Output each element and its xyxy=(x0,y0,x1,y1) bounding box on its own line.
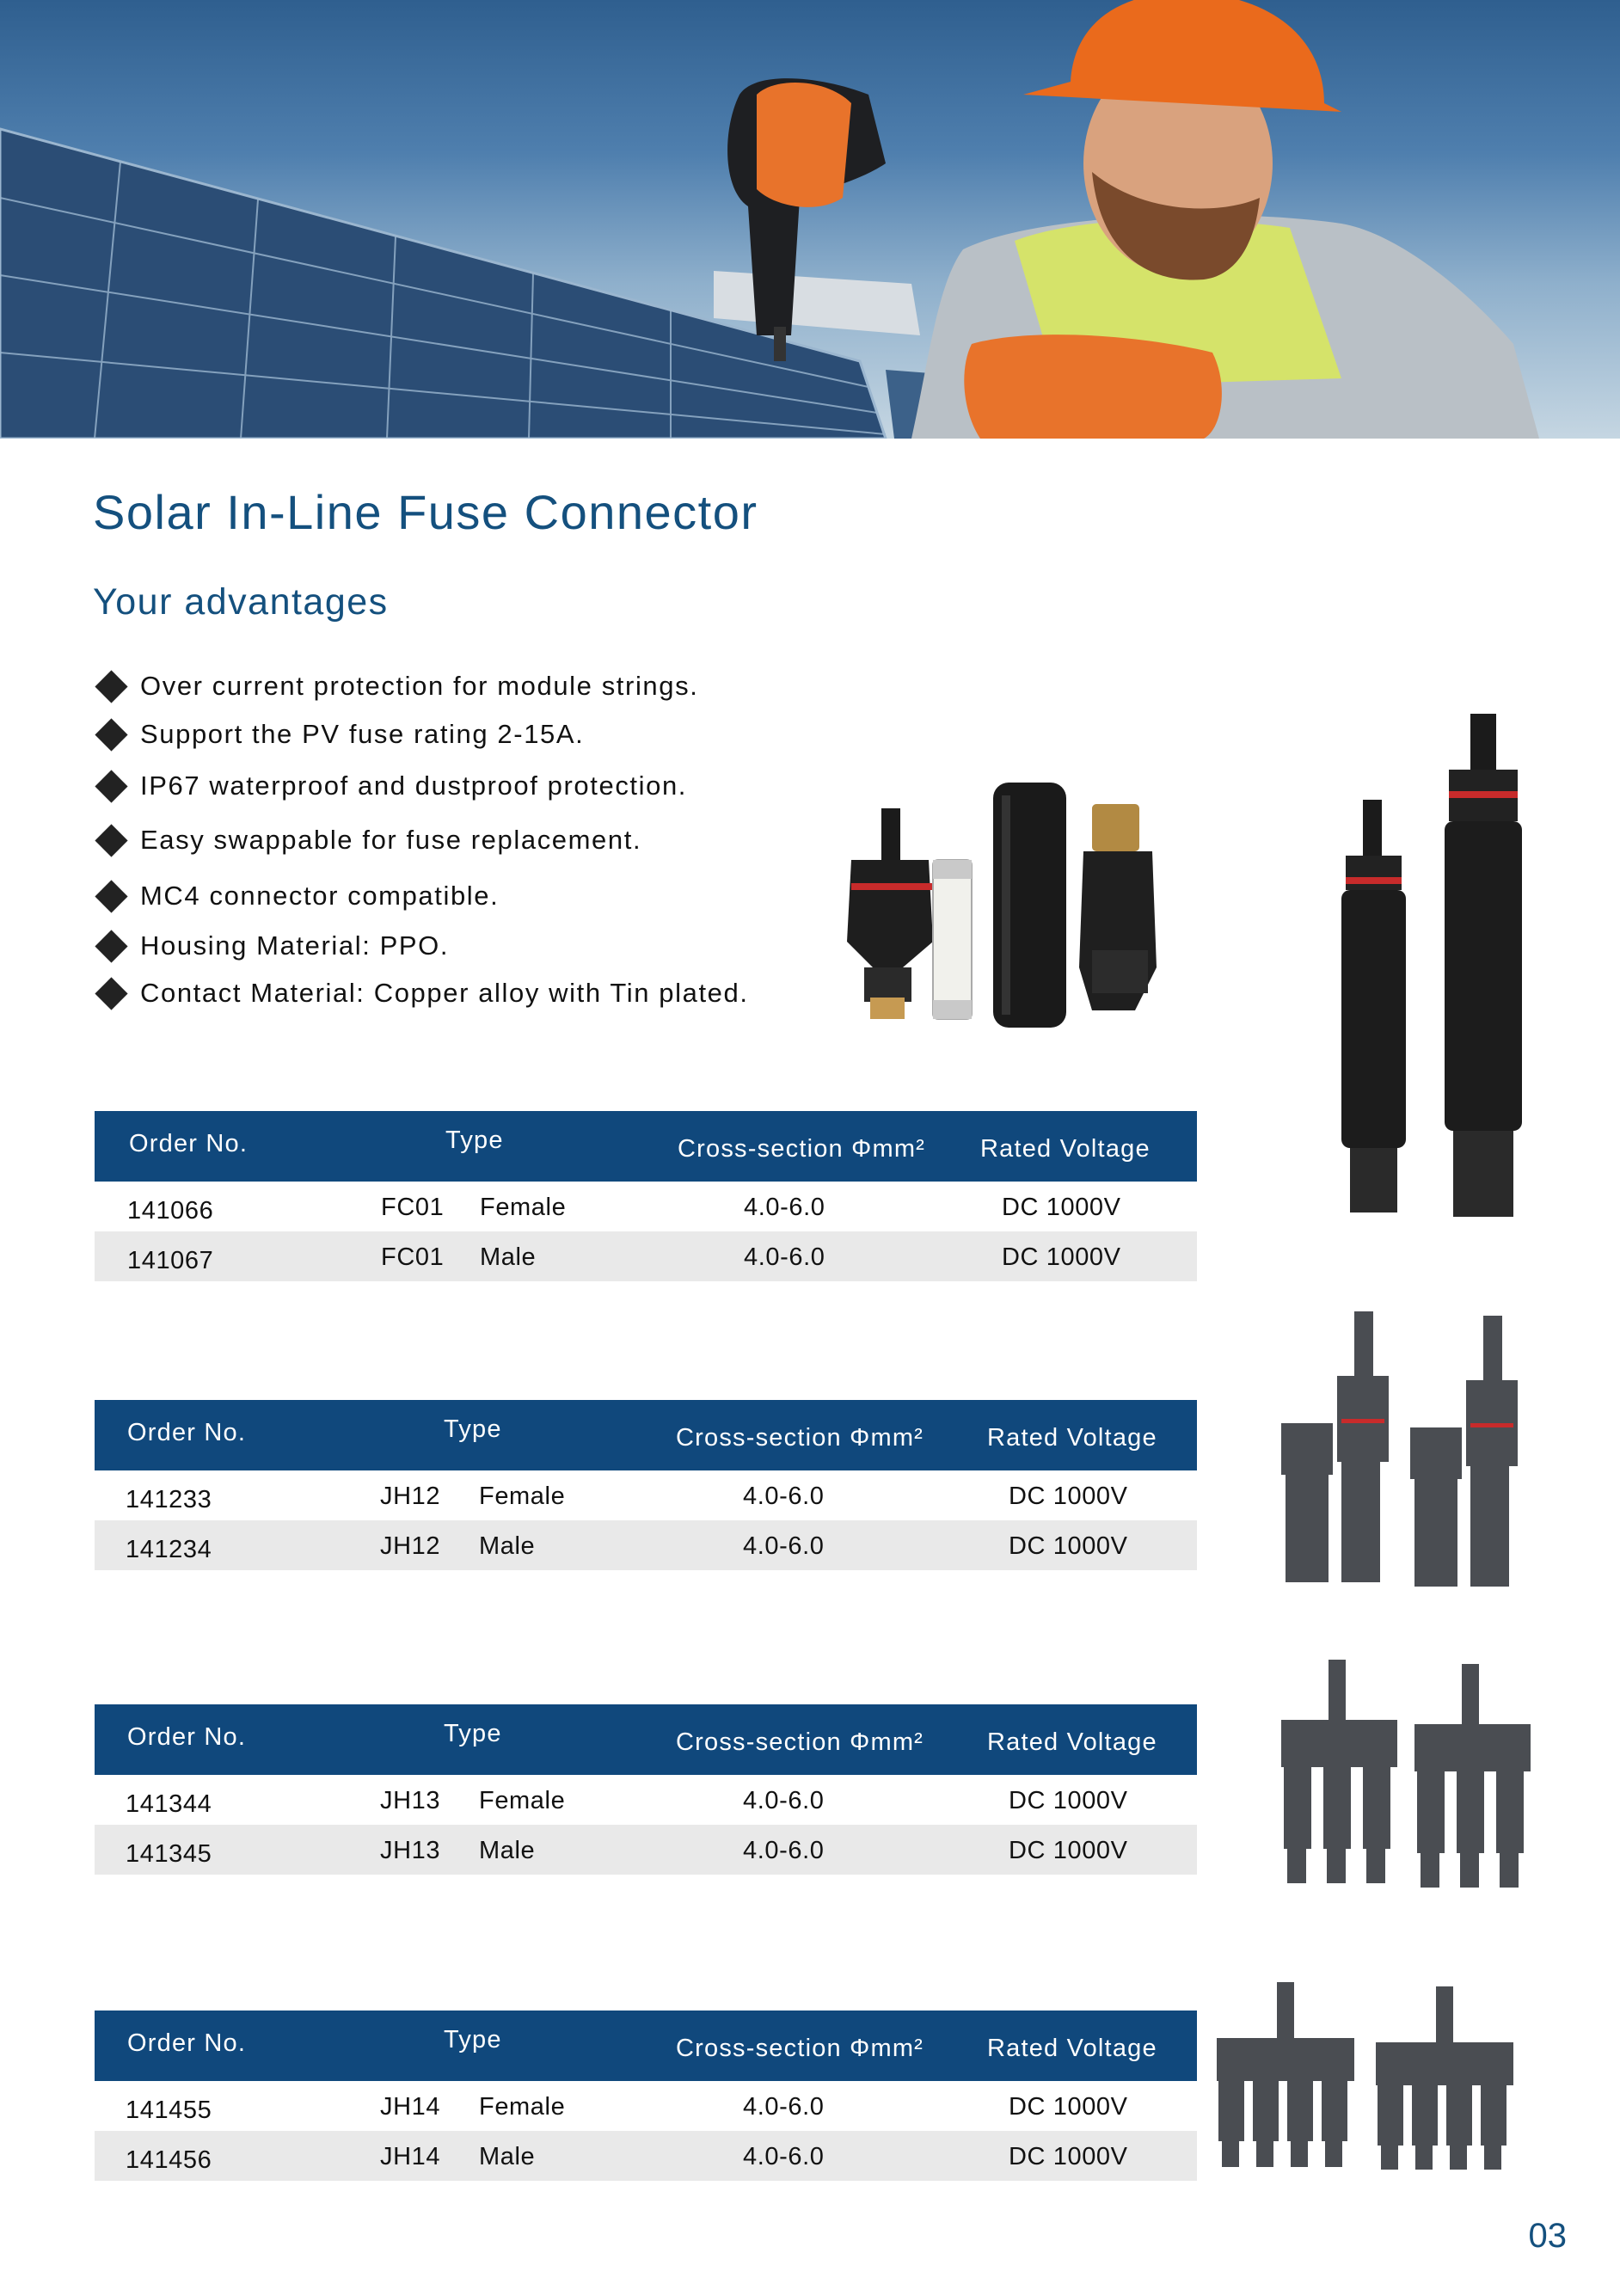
panel-frame xyxy=(714,271,920,335)
header-rated-voltage: Rated Voltage xyxy=(987,2035,1157,2062)
spec-table-jh13 xyxy=(95,1704,1197,1875)
header-cross-section: Cross-section Φmm² xyxy=(678,1135,926,1163)
spec-table-jh12 xyxy=(95,1400,1197,1570)
header-type: Type xyxy=(445,1127,504,1154)
header-rated-voltage: Rated Voltage xyxy=(987,1424,1157,1452)
diamond-bullet-icon xyxy=(95,670,127,703)
header-rated-voltage: Rated Voltage xyxy=(980,1135,1151,1163)
table-row: 141066 FC01 Female 4.0-6.0 DC 1000V xyxy=(127,1194,1121,1225)
table-header xyxy=(95,1704,1197,1775)
table-row: 141345 JH13 Male 4.0-6.0 DC 1000V xyxy=(95,1825,1197,1875)
header-type: Type xyxy=(444,1415,502,1443)
table-header xyxy=(95,1400,1197,1470)
table-row: 141344 JH13 Female 4.0-6.0 DC 1000V xyxy=(126,1787,1128,1818)
hero-photo xyxy=(0,0,1620,439)
table-row: 141455 JH14 Female 4.0-6.0 DC 1000V xyxy=(126,2093,1128,2124)
table-row: 141234 JH12 Male 4.0-6.0 DC 1000V xyxy=(95,1520,1197,1570)
diamond-bullet-icon xyxy=(95,718,127,751)
table-row: 141233 JH12 Female 4.0-6.0 DC 1000V xyxy=(126,1483,1128,1513)
header-order-no: Order No. xyxy=(127,1419,247,1446)
header-cross-section: Cross-section Φmm² xyxy=(676,2035,924,2062)
page-number: 03 xyxy=(1528,2217,1567,2255)
header-order-no: Order No. xyxy=(127,2029,247,2057)
hero-illustration xyxy=(0,0,1620,439)
list-item: Contact Material: Copper alloy with Tin plated. xyxy=(93,974,749,1012)
header-type: Type xyxy=(444,2026,502,2054)
list-item: Easy swappable for fuse replacement. xyxy=(93,821,641,859)
list-item: MC4 connector compatible. xyxy=(93,877,499,915)
y-branch-connector-4way-image xyxy=(1208,1978,1518,2176)
left-glove xyxy=(757,83,851,207)
header-order-no: Order No. xyxy=(129,1130,249,1157)
list-item: Support the PV fuse rating 2-15A. xyxy=(93,715,584,753)
fuse-connector-assembled-image xyxy=(1329,705,1526,1221)
header-cross-section: Cross-section Φmm² xyxy=(676,1728,924,1756)
header-order-no: Order No. xyxy=(127,1723,247,1751)
header-type: Type xyxy=(444,1720,502,1747)
right-glove xyxy=(964,335,1222,439)
spec-table-jh14 xyxy=(95,2011,1197,2181)
fuse-connector-parts-image xyxy=(834,770,1212,1036)
diamond-bullet-icon xyxy=(95,880,127,912)
header-cross-section: Cross-section Φmm² xyxy=(676,1424,924,1452)
table-row: 141067 FC01 Male 4.0-6.0 DC 1000V xyxy=(95,1231,1197,1281)
spec-table-fc01 xyxy=(95,1111,1197,1281)
section-subtitle: Your advantages xyxy=(93,581,389,623)
header-rated-voltage: Rated Voltage xyxy=(987,1728,1157,1756)
diamond-bullet-icon xyxy=(95,770,127,802)
y-branch-connector-3way-image xyxy=(1268,1655,1552,1888)
list-item: IP67 waterproof and dustproof protection. xyxy=(93,767,687,805)
list-item: Housing Material: PPO. xyxy=(93,927,449,965)
diamond-bullet-icon xyxy=(95,977,127,1010)
table-header xyxy=(95,2011,1197,2081)
list-item: Over current protection for module strings. xyxy=(93,667,698,705)
page-title: Solar In-Line Fuse Connector xyxy=(93,485,758,539)
diamond-bullet-icon xyxy=(95,930,127,962)
table-header xyxy=(95,1111,1197,1182)
table-row: 141456 JH14 Male 4.0-6.0 DC 1000V xyxy=(95,2131,1197,2181)
y-branch-connector-2way-image xyxy=(1268,1307,1552,1591)
diamond-bullet-icon xyxy=(95,824,127,856)
hard-hat xyxy=(1023,0,1341,112)
